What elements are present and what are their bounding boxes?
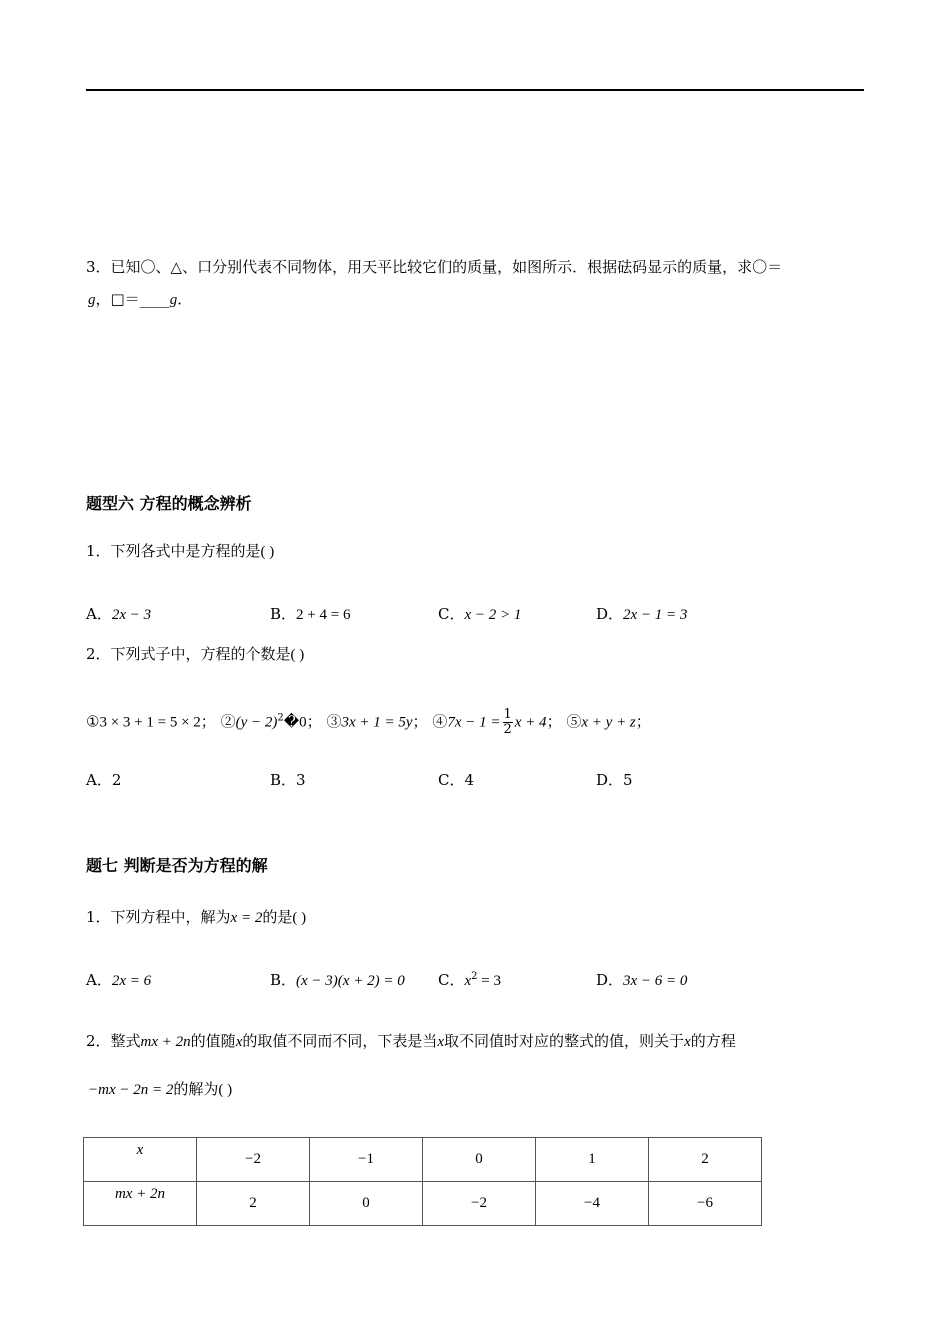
s7-q2-var: x bbox=[235, 1034, 243, 1050]
table-cell: −6 bbox=[649, 1182, 762, 1226]
s7-q2-text: 的值随 bbox=[190, 1032, 236, 1050]
option-label: A． bbox=[86, 971, 112, 989]
table-cell: 2 bbox=[649, 1138, 762, 1182]
item-mark: ⑤ bbox=[566, 712, 582, 731]
option-label: C． bbox=[438, 771, 465, 789]
q3-text: 3．已知〇、△、口分别代表不同物体，用天平比较它们的质量，如图所示．根据砝码显示的质量，求〇＝ bbox=[86, 258, 783, 276]
s7-q2-text: 的取值不同而不同，下表是当 bbox=[242, 1032, 438, 1050]
item-sep: ； bbox=[546, 712, 562, 731]
section6-title: 题型六 方程的概念辨析 bbox=[86, 494, 252, 513]
s6-q2-option-d[interactable] bbox=[596, 769, 633, 790]
s6-q1-paren: ( ) bbox=[260, 544, 275, 560]
table-cell: x bbox=[84, 1138, 197, 1182]
s7-q2-line2 bbox=[88, 1078, 232, 1099]
option-sup: 2 bbox=[471, 971, 478, 982]
table-cell: −2 bbox=[423, 1182, 536, 1226]
item-sep: ； bbox=[412, 712, 428, 731]
s7-q1-option-c[interactable] bbox=[438, 969, 501, 990]
s7-q2-equation: −mx − 2n = 2 bbox=[88, 1082, 174, 1098]
item-mark: ③ bbox=[326, 712, 342, 731]
item-sep: ； bbox=[200, 712, 216, 731]
q3-line1 bbox=[86, 256, 782, 277]
item-expr: 3 × 3 + 1 = 5 × 2 bbox=[99, 714, 201, 731]
s6-q1-option-b[interactable] bbox=[270, 603, 350, 624]
s7-q1-text: 1．下列方程中，解为 bbox=[86, 908, 231, 926]
s6-q2-option-c[interactable] bbox=[438, 769, 474, 790]
s7-q1-option-d[interactable] bbox=[596, 969, 687, 990]
s7-q1-text-end: 的是 bbox=[262, 908, 293, 926]
header-rule bbox=[86, 89, 864, 91]
s6-q1-option-d[interactable] bbox=[596, 603, 687, 624]
item-mark: ④ bbox=[432, 712, 448, 731]
value-table bbox=[83, 1137, 762, 1226]
option-label: D． bbox=[596, 771, 624, 789]
s7-q1-paren: ( ) bbox=[292, 910, 307, 926]
option-label: D． bbox=[596, 605, 624, 623]
option-expr: 2x − 1 = 3 bbox=[623, 607, 688, 623]
s6-q2-paren: ( ) bbox=[290, 647, 305, 663]
item-expr: (y − 2) bbox=[235, 714, 278, 731]
option-expr: (x − 3)(x + 2) = 0 bbox=[296, 973, 405, 989]
s6-q1-text: 1．下列各式中是方程的是 bbox=[86, 542, 261, 560]
q3-line2 bbox=[88, 288, 192, 309]
option-tail: = 3 bbox=[477, 973, 501, 989]
option-expr: 2x = 6 bbox=[111, 973, 152, 989]
s7-q2-text: 的解为 bbox=[173, 1080, 219, 1098]
item-expr: x + 4 bbox=[514, 714, 547, 731]
item-sep: ； bbox=[635, 712, 651, 731]
option-value: 4 bbox=[464, 771, 475, 789]
option-value: 5 bbox=[623, 771, 633, 789]
item-sep: ； bbox=[306, 712, 322, 731]
item-mark: ① bbox=[86, 712, 100, 731]
option-expr: 3x − 6 = 0 bbox=[623, 973, 688, 989]
s7-q2-var: x bbox=[684, 1034, 691, 1050]
option-label: A． bbox=[86, 605, 112, 623]
option-expr: x bbox=[464, 973, 472, 989]
s6-q2-stem bbox=[86, 643, 304, 664]
fraction-denominator: 2 bbox=[503, 722, 512, 737]
option-label: B． bbox=[270, 971, 297, 989]
s6-q1-stem bbox=[86, 540, 274, 561]
s7-q2-text: 取不同值时对应的整式的值，则关于 bbox=[444, 1032, 685, 1050]
table-cell: −1 bbox=[310, 1138, 423, 1182]
s6-q2-option-b[interactable] bbox=[270, 769, 306, 790]
option-label: B． bbox=[270, 605, 297, 623]
s7-q1-option-b[interactable] bbox=[270, 969, 405, 990]
option-value: 3 bbox=[296, 771, 306, 789]
option-value: 2 bbox=[111, 771, 122, 789]
option-label: C． bbox=[438, 605, 465, 623]
option-label: C． bbox=[438, 971, 465, 989]
s6-q2-text: 2．下列式子中，方程的个数是 bbox=[86, 645, 291, 663]
table-cell: −2 bbox=[197, 1138, 310, 1182]
item-mark: ② bbox=[220, 712, 236, 731]
option-label: B． bbox=[270, 771, 297, 789]
q3-mid: ，□＝____ bbox=[95, 290, 170, 308]
s6-q1-option-c[interactable] bbox=[438, 603, 521, 624]
section7-title: 题七 判断是否为方程的解 bbox=[86, 856, 268, 875]
table-row bbox=[84, 1182, 762, 1226]
table-cell: 1 bbox=[536, 1138, 649, 1182]
item-sup: 2 bbox=[277, 712, 284, 724]
s7-q2-text: 的方程 bbox=[690, 1032, 736, 1050]
table-cell: −4 bbox=[536, 1182, 649, 1226]
q3-unit2: g bbox=[169, 292, 178, 308]
s7-q2-paren: ( ) bbox=[218, 1082, 233, 1098]
item-tail: �0 bbox=[283, 714, 307, 731]
table-row bbox=[84, 1138, 762, 1182]
table-cell: 0 bbox=[310, 1182, 423, 1226]
s7-q2-var: x bbox=[437, 1034, 445, 1050]
s7-q1-stem bbox=[86, 906, 306, 927]
s7-q2-line1 bbox=[86, 1030, 736, 1051]
s7-q2-text: 2．整式 bbox=[86, 1032, 141, 1050]
option-expr: 2 + 4 = 6 bbox=[296, 607, 351, 623]
item-expr: x + y + z bbox=[581, 714, 636, 731]
q3-unit1: g bbox=[88, 292, 96, 308]
item-expr: 7x − 1 = bbox=[447, 714, 501, 731]
s6-q2-items bbox=[86, 708, 651, 737]
table-cell: 0 bbox=[423, 1138, 536, 1182]
option-label: A． bbox=[86, 771, 112, 789]
s7-q1-option-a[interactable] bbox=[86, 969, 151, 990]
s7-q1-cond: x = 2 bbox=[230, 910, 263, 926]
s6-q1-option-a[interactable] bbox=[86, 603, 151, 624]
option-expr: x − 2 > 1 bbox=[464, 607, 522, 623]
s6-q2-option-a[interactable] bbox=[86, 769, 121, 790]
fraction bbox=[503, 708, 513, 737]
fraction-numerator: 1 bbox=[503, 707, 512, 722]
option-expr: 2x − 3 bbox=[111, 607, 152, 623]
option-label: D． bbox=[596, 971, 624, 989]
q3-end: ． bbox=[177, 290, 193, 308]
table-cell: mx + 2n bbox=[84, 1182, 197, 1226]
s7-q2-expr: mx + 2n bbox=[140, 1034, 191, 1050]
table-cell: 2 bbox=[197, 1182, 310, 1226]
item-expr: 3x + 1 = 5y bbox=[341, 714, 413, 731]
